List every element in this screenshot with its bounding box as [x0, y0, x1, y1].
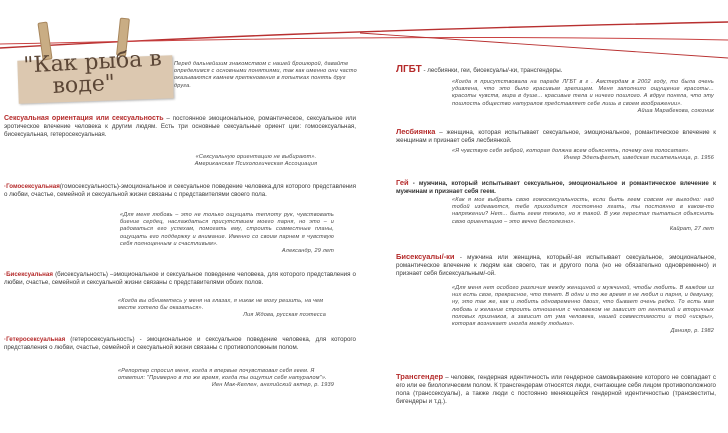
intro-text: Перед дальнейшим знакомством с нашей брошюрой, давайте определимся с основными понятиями, так как именно они часто оказываются камнем преткновения в попытках понять друг друга. — [174, 61, 357, 89]
lesbian-definition — [396, 128, 716, 145]
orientation-text: – постоянное эмоциональное, романтическое, сексуальное или эротическое влечение человека к другим людям. Есть три основные сексуальные ориент ции: гомосексуальная, бисексуальная, гетеросексуальная. — [4, 115, 356, 138]
bi-text: (бисексуальность) –эмоциональное и сексуальное поведение человека, для которого представления о любви, счастье, семейной и сексуальной жизни связаны с представителями обоих полов. — [4, 271, 356, 286]
bi-quote — [118, 298, 326, 320]
transgender-definition — [396, 373, 716, 406]
bisexual-quote-author: Данияр, р. 1982 — [670, 328, 714, 335]
orientation-quote-text: «Сексуальную ориентацию не выбирают». — [195, 154, 317, 160]
bisexual-quote-text: «Для меня нет особого различия между женщиной и мужчиной, чтобы любить. В каждом из них есть свое, прекрасное, что тянет. В одни и то же время я не любил и парня, и девушку, ну, это так же, как и любить одновременно двоих, что бывает очень редко. То есть мая любовь и желание строить отношения с человеком не зависит от генталий и вторичных половых признаков, а зависит от ума человека, нашей совместимости и той «искры», которая возникает иногда между людьми». — [452, 285, 714, 328]
bisexual-definition — [396, 253, 716, 278]
orientation-term: Сексуальная ориентация или сексуальность — [4, 115, 164, 122]
transgender-text: – человек, гендерная идентичность или гендерное самовыражение которого не совпадает с его или ее биологическим полом. К трансгендерам относятся люди, считающие себя лицом противоположного пола (транссексуалы), а также люди с постоянно меняющейся гендерной идентичностью (трансвеститы, бигендеры и т.д.). — [396, 374, 716, 405]
lgbt-term: ЛГБТ — [396, 64, 422, 75]
gay-text: - мужчина, который испытывает сексуальное, эмоциональное и романтическое влечение к мужчинам и признает себя геем. — [396, 180, 716, 195]
lgbt-quote-text: «Когда я присутствовала на параде ЛГБТ в г . Амстердам в 2002 году, то была очень удивлена, что это было красивым зрелищем. Меня заполнило ощущение красоты... красоты чувств, мира в душе... красивые тела и ничего пошлого. А вдруг поняла, что эту пошлость общество натуралов представляет себе лишь в своем воображении». — [452, 79, 714, 107]
orientation-quote — [176, 154, 336, 168]
orientation-quote-author: Американская Психологическая Ассоциация — [194, 161, 318, 168]
lesbian-quote-text: «Я чувствую себя зеброй, которая должна всем объяснять, почему она полосатая». — [452, 148, 690, 154]
gay-term: Гей — [396, 178, 409, 187]
bi-quote-author: Лия Ждова, русская поэтесса — [243, 312, 326, 319]
homo-text: (гомосексуальность)-эмоциональное и сексуальное поведение человека,для которого представления о любви, счастье, семейной и сексуальной жизни связаны с представителями своего пола. — [4, 183, 356, 198]
homo-quote-author: Александр, 29 лет — [281, 248, 334, 255]
lesbian-term: Лесбиянка — [396, 127, 436, 136]
bisexual-quote — [452, 285, 714, 335]
bi-term: Бисексуальная — [6, 271, 53, 278]
gay-definition — [396, 179, 716, 196]
bi-definition: ·Бисексуальная (бисексуальность) –эмоциональное и сексуальное поведение человека, для которого представления о любви, счастье, семейной и сексуальной жизни связаны с представителями обоих полов. — [4, 271, 356, 286]
hetero-definition: ·Гетеросексуальная (гетеросексуальность) - эмоциональное и сексуальное поведение человека, для которого представления о любви, счастье, семейной и сексуальной жизни связаны с противоположным полом. — [4, 336, 356, 351]
lesbian-quote-author: Ингер Эделъфелът, шведская писательница, р. 1956 — [563, 155, 714, 162]
homo-term: Гомосексуальная — [6, 183, 60, 190]
lgbt-quote — [452, 79, 714, 115]
hetero-text: (гетеросексуальность) - эмоциональное и сексуальное поведение человека, для которого представления о любви, счастье, семейной и сексуальной жизни связаны с противоположным полом. — [4, 336, 356, 351]
gay-quote-text: «Как я мог выбрать свою гомосексуальность, если быть геем совсем не выгодно: над тобой издеваются, тебе приходится постоянно лгать, ты постоянно в каком-то напряжении? Нет... быть геем тяжело, но я такой. В уже перестал пытаться объяснить свою ориентацию – это вечно бесполезно». — [452, 197, 714, 225]
lgbt-definition — [396, 66, 716, 75]
bisexual-term: Бисексуалы/-ки — [396, 252, 455, 261]
homo-quote — [120, 212, 334, 255]
homo-quote-text: «Для меня любовь – это не только ощущать теплоту рук, чувствовать биение сердец, наслаждаться присутствием моего парня, но это – и радоваться его успехам, помогать ему, строить совместные планы, ощущать его поддержку и внимание. Именно со своим парнем я чувствую себя полноценным и счастливым». — [120, 212, 334, 247]
lgbt-quote-author: Айша Марабекова, союзник — [637, 107, 714, 114]
bi-quote-text: «Когда вы обниметесь у меня на глазах, я никак не могу решить, на чем месте хотело бы оказаться». — [118, 298, 324, 312]
gay-quote — [452, 197, 714, 233]
page-title: "Как рыба в воде" — [22, 46, 163, 100]
homo-definition: ·Гомосексуальная(гомосексуальность)-эмоциональное и сексуальное поведение человека,для которого представления о любви, счастье, семейной и сексуальной жизни связаны с представителями своего пола. — [4, 183, 356, 198]
bisexual-text: - мужчина или женщина, который/-ая испытывает сексуальное, эмоциональное, романтическое влечение к людям как своего, так и другого пола (но не обязательно одновременно) и признает себя бисексуальным/-ой. — [396, 254, 716, 277]
hetero-quote-author: Иен Мак-Келлен, английский актер, р. 1939 — [211, 382, 334, 389]
lesbian-text: – женщина, которая испытывает сексуальное, эмоциональное, романтическое влечение к женщинам и признает себя лесбиянкой. — [396, 129, 716, 144]
hetero-term: Гетеросексуальная — [6, 336, 66, 343]
orientation-definition — [4, 115, 356, 139]
gay-quote-author: Кайрат, 27 лет — [669, 225, 714, 232]
hetero-quote — [118, 368, 334, 390]
lesbian-quote — [452, 148, 714, 162]
transgender-term: Трансгендер — [396, 372, 444, 381]
hetero-quote-text: «Репортер спросил меня, когда я впервые почувствовал себя геем. Я ответил: "Примерно в то же время, когда ты ощутил себя натуралом"». — [118, 368, 327, 382]
lgbt-text: - лесбиянки, геи, бисексуалы/-ки, трансгендеры. — [421, 67, 563, 74]
